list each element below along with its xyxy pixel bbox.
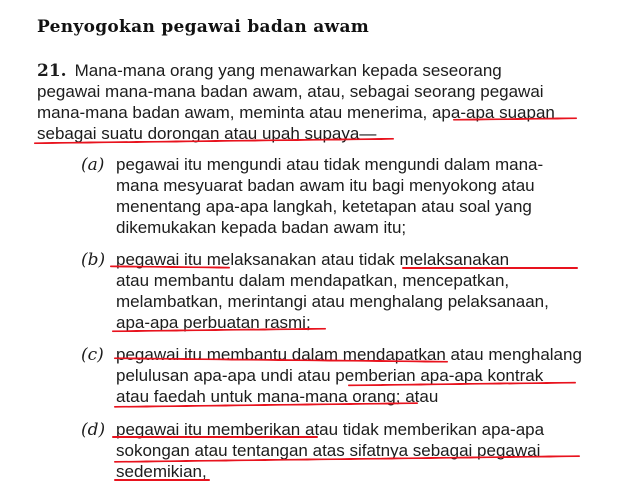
item-c-line-2: pelulusan apa-apa undi atau pemberian apa-apa kontrak — [116, 366, 544, 385]
item-a-line-1: pegawai itu mengundi atau tidak mengundi dalam mana- — [116, 155, 544, 174]
section-heading: Penyogokan pegawai badan awam — [37, 17, 370, 37]
red-underline — [112, 436, 318, 438]
intro-line-1 — [37, 61, 585, 81]
item-b-line-1: pegawai itu melaksanakan atau tidak melaksanakan — [116, 250, 510, 269]
item-label-d: (d) — [81, 420, 106, 440]
item-d-line-1: pegawai itu memberikan atau tidak memberikan apa-apa — [116, 420, 545, 439]
item-label-a: (a) — [81, 155, 105, 175]
item-b-line-4: apa-apa perbuatan rasmi; — [116, 313, 311, 332]
item-a-line-4: dikemukakan kepada badan awam itu; — [116, 218, 407, 237]
item-c-line-3: atau faedah untuk mana-mana orang; atau — [116, 387, 439, 406]
item-label-c: (c) — [81, 345, 104, 365]
section-number: 21. — [37, 61, 67, 81]
red-underline — [402, 267, 578, 269]
item-a-line-2: mana mesyuarat badan awam itu bagi menyokong atau — [116, 176, 535, 195]
item-d-line-3: sedemikian, — [116, 462, 207, 481]
intro-line-2: pegawai mana-mana badan awam, atau, sebagai seorang pegawai — [37, 82, 544, 101]
item-b-line-3: melambatkan, merintangi atau menghalang pelaksanaan, — [116, 292, 549, 311]
red-underline — [114, 479, 210, 481]
intro-line-3: mana-mana badan awam, meminta atau menerima, apa-apa suapan — [37, 103, 555, 122]
item-a-line-3: menentang apa-apa langkah, ketetapan atau soal yang — [116, 197, 532, 216]
item-b-line-2: atau membantu dalam mendapatkan, mencepatkan, — [116, 271, 510, 290]
intro-line-4: sebagai suatu dorongan atau upah supaya— — [37, 124, 377, 143]
intro-text-1: Mana-mana orang yang menawarkan kepada seseorang — [74, 61, 502, 80]
item-c-line-1: pegawai itu membantu dalam mendapatkan atau menghalang — [116, 345, 582, 364]
item-label-b: (b) — [81, 250, 106, 270]
item-d-line-2: sokongan atau tentangan atas sifatnya sebagai pegawai — [116, 441, 541, 460]
